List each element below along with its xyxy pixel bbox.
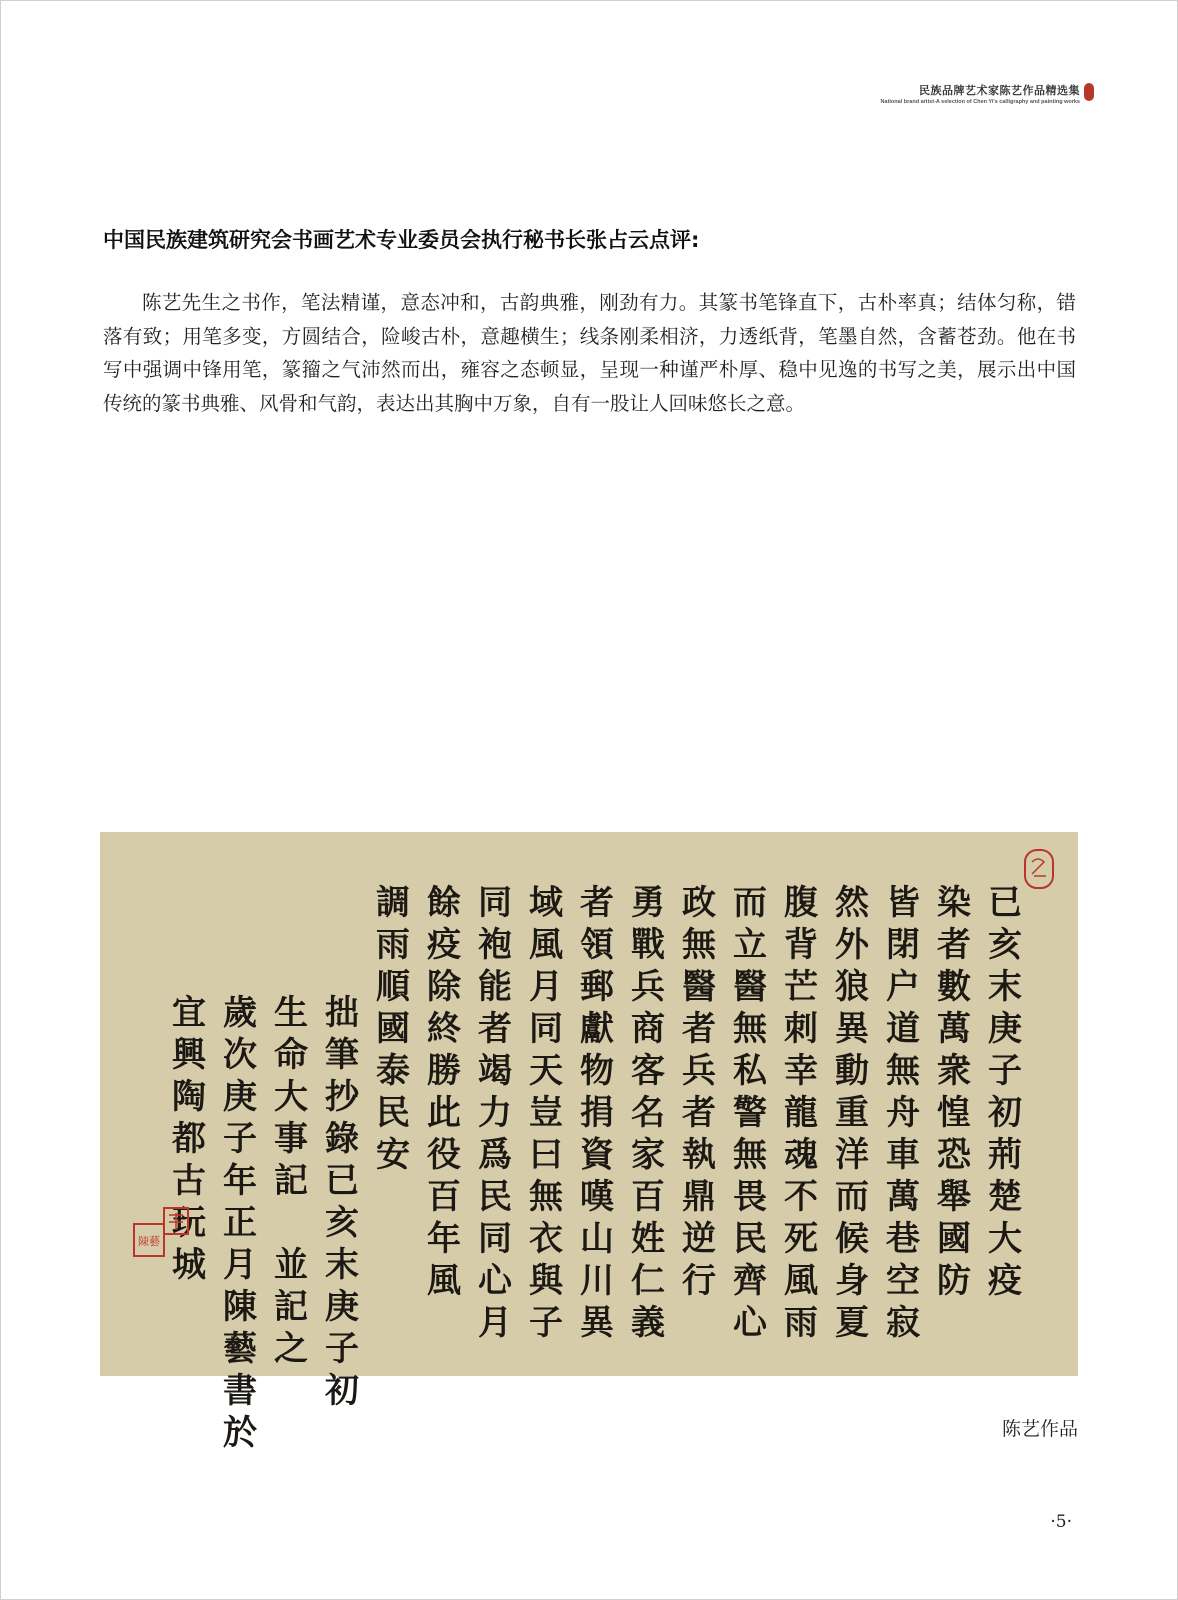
calligraphy-char: 腹 bbox=[784, 883, 818, 923]
calligraphy-char: 政 bbox=[682, 883, 716, 923]
calligraphy-char: 兵 bbox=[631, 967, 665, 1007]
calligraphy-column bbox=[274, 993, 308, 1369]
calligraphy-char: 末 bbox=[325, 1245, 359, 1285]
calligraphy-char: 數 bbox=[937, 967, 971, 1007]
calligraphy-char: 能 bbox=[478, 967, 512, 1007]
calligraphy-char: 藝 bbox=[223, 1329, 257, 1369]
calligraphy-char: 義 bbox=[631, 1303, 665, 1343]
calligraphy-char: 不 bbox=[784, 1177, 818, 1217]
calligraphy-char: 鼎 bbox=[682, 1177, 716, 1217]
calligraphy-char: 雨 bbox=[376, 925, 410, 965]
calligraphy-char: 領 bbox=[580, 925, 614, 965]
calligraphy-char: 子 bbox=[325, 1329, 359, 1369]
calligraphy-char: 初 bbox=[325, 1371, 359, 1411]
calligraphy-char: 私 bbox=[733, 1051, 767, 1091]
calligraphy-char: 惶 bbox=[937, 1093, 971, 1133]
calligraphy-char: 同 bbox=[478, 1219, 512, 1259]
calligraphy-char: 夏 bbox=[835, 1303, 869, 1343]
calligraphy-char: 無 bbox=[682, 925, 716, 965]
calligraphy-char: 寂 bbox=[886, 1303, 920, 1343]
calligraphy-char: 齊 bbox=[733, 1261, 767, 1301]
review-heading: 中国民族建筑研究会书画艺术专业委员会执行秘书长张占云点评: bbox=[103, 228, 700, 252]
calligraphy-char: 戰 bbox=[631, 925, 665, 965]
calligraphy-char: 川 bbox=[580, 1261, 614, 1301]
calligraphy-char: 商 bbox=[631, 1009, 665, 1049]
calligraphy-char: 萬 bbox=[886, 1177, 920, 1217]
calligraphy-char: 疫 bbox=[988, 1261, 1022, 1301]
calligraphy-column bbox=[478, 883, 514, 1343]
calligraphy-char: 筆 bbox=[325, 1035, 359, 1075]
calligraphy-char: 錄 bbox=[325, 1119, 359, 1159]
calligraphy-char: 調 bbox=[376, 883, 410, 923]
calligraphy-char: 民 bbox=[733, 1219, 767, 1259]
calligraphy-char: 抄 bbox=[325, 1077, 359, 1117]
calligraphy-char: 雨 bbox=[784, 1303, 818, 1343]
calligraphy-char: 百 bbox=[427, 1177, 461, 1217]
calligraphy-char: 無 bbox=[886, 1051, 920, 1091]
calligraphy-char: 而 bbox=[835, 1177, 869, 1217]
calligraphy-char: 行 bbox=[682, 1261, 716, 1301]
calligraphy-char: 荊 bbox=[988, 1135, 1022, 1175]
calligraphy-char: 衆 bbox=[937, 1051, 971, 1091]
calligraphy-char: 正 bbox=[223, 1203, 257, 1243]
calligraphy-char: 除 bbox=[427, 967, 461, 1007]
calligraphy-char: 執 bbox=[682, 1135, 716, 1175]
artwork-caption: 陈艺作品 bbox=[1001, 1418, 1078, 1440]
calligraphy-char: 龍 bbox=[784, 1093, 818, 1133]
calligraphy-char: 已 bbox=[988, 883, 1022, 923]
calligraphy-char: 記 bbox=[274, 1161, 308, 1201]
calligraphy-char: 畏 bbox=[733, 1177, 767, 1217]
calligraphy-char: 空 bbox=[886, 1261, 920, 1301]
calligraphy-char: 風 bbox=[529, 925, 563, 965]
calligraphy-char: 於 bbox=[223, 1413, 257, 1453]
calligraphy-char: 者 bbox=[937, 925, 971, 965]
calligraphy-char: 竭 bbox=[478, 1051, 512, 1091]
calligraphy-char: 衣 bbox=[529, 1219, 563, 1259]
calligraphy-char: 恐 bbox=[937, 1135, 971, 1175]
calligraphy-char: 次 bbox=[223, 1035, 257, 1075]
calligraphy-char: 皆 bbox=[886, 883, 920, 923]
calligraphy-column bbox=[835, 883, 870, 1343]
calligraphy-char: 大 bbox=[988, 1219, 1022, 1259]
calligraphy-char: 舉 bbox=[937, 1177, 971, 1217]
calligraphy-char: 同 bbox=[478, 883, 512, 923]
calligraphy-column bbox=[376, 883, 411, 1175]
calligraphy-char: 狼 bbox=[835, 967, 869, 1007]
calligraphy-char: 拙 bbox=[325, 993, 359, 1033]
calligraphy-char: 風 bbox=[784, 1261, 818, 1301]
calligraphy-char: 宜 bbox=[172, 993, 206, 1033]
calligraphy-char: 醫 bbox=[733, 967, 767, 1007]
calligraphy-char: 動 bbox=[835, 1051, 869, 1091]
calligraphy-char: 大 bbox=[274, 1077, 308, 1117]
calligraphy-char: 無 bbox=[529, 1177, 563, 1217]
calligraphy-char: 生 bbox=[274, 993, 308, 1033]
calligraphy-char: 刺 bbox=[784, 1009, 818, 1049]
calligraphy-char: 同 bbox=[529, 1009, 563, 1049]
calligraphy-char: 庚 bbox=[223, 1077, 257, 1117]
calligraphy-char: 候 bbox=[835, 1219, 869, 1259]
page-number: ·5· bbox=[1050, 1512, 1072, 1532]
calligraphy-char: 月 bbox=[529, 967, 563, 1007]
calligraphy-char: 國 bbox=[937, 1219, 971, 1259]
calligraphy-char: 終 bbox=[427, 1009, 461, 1049]
calligraphy-char: 末 bbox=[988, 967, 1022, 1007]
calligraphy-char: 命 bbox=[274, 1035, 308, 1075]
calligraphy-char: 城 bbox=[172, 1245, 206, 1285]
calligraphy-char: 獻 bbox=[580, 1009, 614, 1049]
calligraphy-char: 重 bbox=[835, 1093, 869, 1133]
calligraphy-char: 曰 bbox=[529, 1135, 563, 1175]
calligraphy-char: 民 bbox=[376, 1093, 410, 1133]
calligraphy-char: 興 bbox=[172, 1035, 206, 1075]
calligraphy-char: 車 bbox=[886, 1135, 920, 1175]
calligraphy-char: 無 bbox=[733, 1135, 767, 1175]
calligraphy-char: 防 bbox=[937, 1261, 971, 1301]
calligraphy-char: 異 bbox=[835, 1009, 869, 1049]
calligraphy-char: 與 bbox=[529, 1261, 563, 1301]
calligraphy-char: 並 bbox=[274, 1245, 308, 1285]
calligraphy-char bbox=[274, 1203, 308, 1243]
calligraphy-char: 安 bbox=[376, 1135, 410, 1175]
seal-text: 陳藝 bbox=[138, 1235, 160, 1248]
calligraphy-char: 風 bbox=[427, 1261, 461, 1301]
calligraphy-char: 亥 bbox=[325, 1203, 359, 1243]
calligraphy-char: 户 bbox=[886, 967, 920, 1007]
calligraphy-char: 此 bbox=[427, 1093, 461, 1133]
calligraphy-char: 子 bbox=[988, 1051, 1022, 1091]
calligraphy-column bbox=[529, 883, 565, 1343]
calligraphy-char: 逆 bbox=[682, 1219, 716, 1259]
calligraphy-char: 異 bbox=[580, 1303, 614, 1343]
calligraphy-char: 疫 bbox=[427, 925, 461, 965]
calligraphy-char: 物 bbox=[580, 1051, 614, 1091]
calligraphy-char: 者 bbox=[682, 1093, 716, 1133]
calligraphy-char: 玩 bbox=[172, 1203, 206, 1243]
calligraphy-char: 無 bbox=[733, 1009, 767, 1049]
calligraphy-char: 力 bbox=[478, 1093, 512, 1133]
calligraphy-column bbox=[631, 883, 665, 1343]
calligraphy-column bbox=[223, 993, 257, 1453]
calligraphy-char: 年 bbox=[223, 1161, 257, 1201]
calligraphy-char: 百 bbox=[631, 1177, 665, 1217]
calligraphy-char: 年 bbox=[427, 1219, 461, 1259]
calligraphy-char: 者 bbox=[478, 1009, 512, 1049]
calligraphy-char: 役 bbox=[427, 1135, 461, 1175]
calligraphy-char: 域 bbox=[529, 883, 563, 923]
calligraphy-char: 之 bbox=[274, 1329, 308, 1369]
calligraphy-char: 豈 bbox=[529, 1093, 563, 1133]
calligraphy-char: 民 bbox=[478, 1177, 512, 1217]
calligraphy-char: 心 bbox=[478, 1261, 512, 1301]
calligraphy-char: 郵 bbox=[580, 967, 614, 1007]
calligraphy-char: 染 bbox=[937, 883, 971, 923]
calligraphy-char: 者 bbox=[682, 1009, 716, 1049]
calligraphy-char: 初 bbox=[988, 1093, 1022, 1133]
calligraphy-char: 子 bbox=[529, 1303, 563, 1343]
calligraphy-char: 芒 bbox=[784, 967, 818, 1007]
calligraphy-char: 都 bbox=[172, 1119, 206, 1159]
review-paragraph: 陈艺先生之书作，笔法精谨，意态冲和，古韵典雅，刚劲有力。其篆书笔锋直下，古朴率真；结体匀称，错落有致；用笔多变，方圆结合，险峻古朴，意趣横生；线条刚柔相济，力透纸背，笔墨自然，含蓄苍劲。他在书写中强调中锋用笔，篆籀之气沛然而出，雍容之态顿显，呈现一种谨严朴厚、稳中见逸的书写之美，展示出中国传统的篆书典雅、风骨和气韵，表达出其胸中万象，自有一股让人回味悠长之意。 bbox=[103, 291, 1076, 415]
calligraphy-char: 兵 bbox=[682, 1051, 716, 1091]
calligraphy-char: 幸 bbox=[784, 1051, 818, 1091]
calligraphy-char: 巷 bbox=[886, 1219, 920, 1259]
calligraphy-char: 陶 bbox=[172, 1077, 206, 1117]
calligraphy-column bbox=[784, 883, 818, 1343]
calligraphy-char: 古 bbox=[172, 1161, 206, 1201]
calligraphy-char: 勝 bbox=[427, 1051, 461, 1091]
header-title: 民族品牌艺术家陈艺作品精选集 bbox=[919, 84, 1080, 97]
calligraphy-char: 立 bbox=[733, 925, 767, 965]
calligraphy-column bbox=[171, 993, 208, 1285]
calligraphy-char: 警 bbox=[733, 1093, 767, 1133]
calligraphy-char: 亥 bbox=[988, 925, 1022, 965]
calligraphy-char: 山 bbox=[580, 1219, 614, 1259]
calligraphy-char: 魂 bbox=[784, 1135, 818, 1175]
calligraphy-char: 捐 bbox=[580, 1093, 614, 1133]
calligraphy-char: 閉 bbox=[886, 925, 920, 965]
calligraphy-char: 姓 bbox=[631, 1219, 665, 1259]
running-header bbox=[881, 82, 1080, 105]
calligraphy-char: 書 bbox=[223, 1371, 257, 1411]
calligraphy-char: 心 bbox=[733, 1303, 767, 1343]
header-seal-icon bbox=[1084, 83, 1094, 101]
calligraphy-char: 國 bbox=[376, 1009, 410, 1049]
calligraphy-char: 客 bbox=[631, 1051, 665, 1091]
calligraphy-char: 名 bbox=[631, 1093, 665, 1133]
calligraphy-char: 楚 bbox=[988, 1177, 1022, 1217]
calligraphy-char: 順 bbox=[376, 967, 410, 1007]
calligraphy-column bbox=[886, 883, 921, 1343]
calligraphy-column bbox=[580, 883, 615, 1343]
calligraphy-char: 月 bbox=[223, 1245, 257, 1285]
calligraphy-char: 醫 bbox=[682, 967, 716, 1007]
calligraphy-char: 萬 bbox=[937, 1009, 971, 1049]
calligraphy-char: 死 bbox=[784, 1219, 818, 1259]
calligraphy-char: 者 bbox=[580, 883, 614, 923]
calligraphy-column bbox=[733, 883, 769, 1343]
calligraphy-char: 爲 bbox=[478, 1135, 512, 1175]
calligraphy-char: 子 bbox=[223, 1119, 257, 1159]
calligraphy-char: 餘 bbox=[427, 883, 461, 923]
calligraphy-char: 道 bbox=[886, 1009, 920, 1049]
calligraphy-char: 舟 bbox=[886, 1093, 920, 1133]
calligraphy-char: 背 bbox=[784, 925, 818, 965]
calligraphy-char: 月 bbox=[478, 1303, 512, 1343]
calligraphy-char: 然 bbox=[835, 883, 869, 923]
calligraphy-char: 記 bbox=[274, 1287, 308, 1327]
calligraphy-char: 勇 bbox=[631, 883, 665, 923]
calligraphy-char: 外 bbox=[835, 925, 869, 965]
calligraphy-char: 洋 bbox=[835, 1135, 869, 1175]
calligraphy-char: 庚 bbox=[988, 1009, 1022, 1049]
calligraphy-char: 身 bbox=[835, 1261, 869, 1301]
calligraphy-char: 資 bbox=[580, 1135, 614, 1175]
calligraphy-char: 庚 bbox=[325, 1287, 359, 1327]
calligraphy-char: 泰 bbox=[376, 1051, 410, 1091]
calligraphy-char: 歲 bbox=[223, 993, 257, 1033]
calligraphy-char: 嘆 bbox=[580, 1177, 614, 1217]
calligraphy-char: 陳 bbox=[223, 1287, 257, 1327]
header-subtitle: National brand artist-A selection of Chen Yi's calligraphy and painting works bbox=[880, 99, 1080, 105]
calligraphy-char: 袍 bbox=[478, 925, 512, 965]
calligraphy-char: 事 bbox=[274, 1119, 308, 1159]
calligraphy-char: 家 bbox=[631, 1135, 665, 1175]
calligraphy-char: 而 bbox=[733, 883, 767, 923]
calligraphy-char: 天 bbox=[529, 1051, 563, 1091]
calligraphy-char: 已 bbox=[325, 1161, 359, 1201]
calligraphy-char: 仁 bbox=[631, 1261, 665, 1301]
